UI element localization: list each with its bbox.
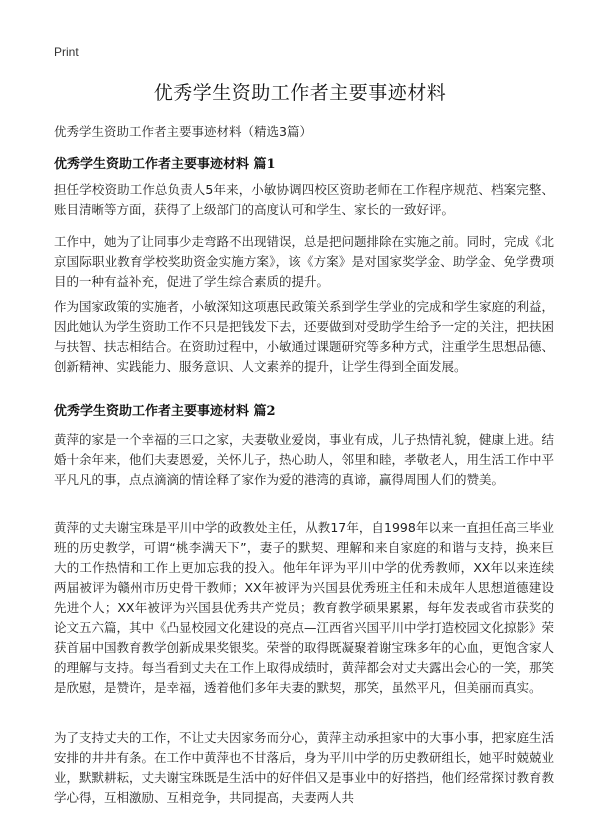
paragraph-1-3: 作为国家政策的实施者，小敏深知这项惠民政策关系到学生学业的完成和学生家庭的利益，因此她认为学生资助工作不只是把钱发下去，还要做到对受助学生给予一定的关注，把扶困与扶智、扶志相结合。在资助过程中，小敏通过课题研究等多种方式，注重学生思想品德、创新精神、实践能力、服务意识、人文素养的提升，让学生得到全面发展。 xyxy=(54,299,555,374)
paragraph-2-3: 为了支持丈夫的工作，不让丈夫因家务而分心，黄萍主动承担家中的大事小事，把家庭生活安排的井井有条。在工作中黄萍也不甘落后，身为平川中学的历史教研组长，她平时兢兢业业，默默耕耘，丈夫谢宝珠既是生活中的好伴侣又是事业中的好搭挡，他们经常探讨教育教学心得，互相激励、互相竞争，共同提高，夫妻两人共 xyxy=(54,730,555,805)
section-heading-2: 优秀学生资助工作者主要事迹材料 篇2 xyxy=(54,404,276,419)
document-subtitle: 优秀学生资助工作者主要事迹材料（精选3篇） xyxy=(54,124,312,139)
paragraph-2-1: 黄萍的家是一个幸福的三口之家，夫妻敬业爱岗，事业有成，儿子热情礼貌，健康上进。结婚十余年来，他们夫妻恩爱，关怀儿子，热心助人，邻里和睦，孝敬老人，用生活工作中平平凡凡的事，点点滴滴的情诠释了家作为爱的港湾的真谛，赢得周围人们的赞美。 xyxy=(54,432,555,487)
paragraph-2-2: 黄萍的丈夫谢宝珠是平川中学的政教处主任，从教17年，自1998年以来一直担任高三毕业班的历史教学，可谓“桃李满天下”，妻子的默契、理解和来自家庭的和谐与支持，换来巨大的工作热情和工作上更加忘我的投入。他年年评为平川中学的优秀教师，XX年以来连续两届被评为赣州市历史骨干教师；XX年被评为兴国县优秀班主任和未成年人思想道德建设先进个人；XX年被评为兴国县优秀共产党员；教育教学硕果累累，每年发表或省市获奖的论文五六篇，其中《凸显校园文化建设的亮点—江西省兴国平川中学打造校园文化掠影》荣获首届中国教育教学创新成果奖银奖。荣誉的取得既凝聚着谢宝珠多年的心血，更饱含家人的理解与支持。每当看到丈夫在工作上取得成绩时，黄萍都会对丈夫露出会心的一笑，那笑是欣慰，是赞许，是幸福，透着他们多年夫妻的默契，那笑，虽然平凡，但美丽而真实。 xyxy=(54,520,555,695)
page-title: 优秀学生资助工作者主要事迹材料 xyxy=(153,82,447,104)
print-link[interactable]: Print xyxy=(54,45,79,59)
section-heading-1: 优秀学生资助工作者主要事迹材料 篇1 xyxy=(54,157,276,172)
paragraph-1-2: 工作中，她为了让同事少走弯路不出现错误，总是把问题排除在实施之前。同时，完成《北京国际职业教育学校奖助资金实施方案》，该《方案》是对国家奖学金、助学金、免学费项目的一种有益补充，促进了学生综合素质的提升。 xyxy=(54,234,555,289)
paragraph-1-1: 担任学校资助工作总负责人5年来，小敏协调四校区资助老师在工作程序规范、档案完整、账目清晰等方面，获得了上级部门的高度认可和学生、家长的一致好评。 xyxy=(54,182,554,217)
